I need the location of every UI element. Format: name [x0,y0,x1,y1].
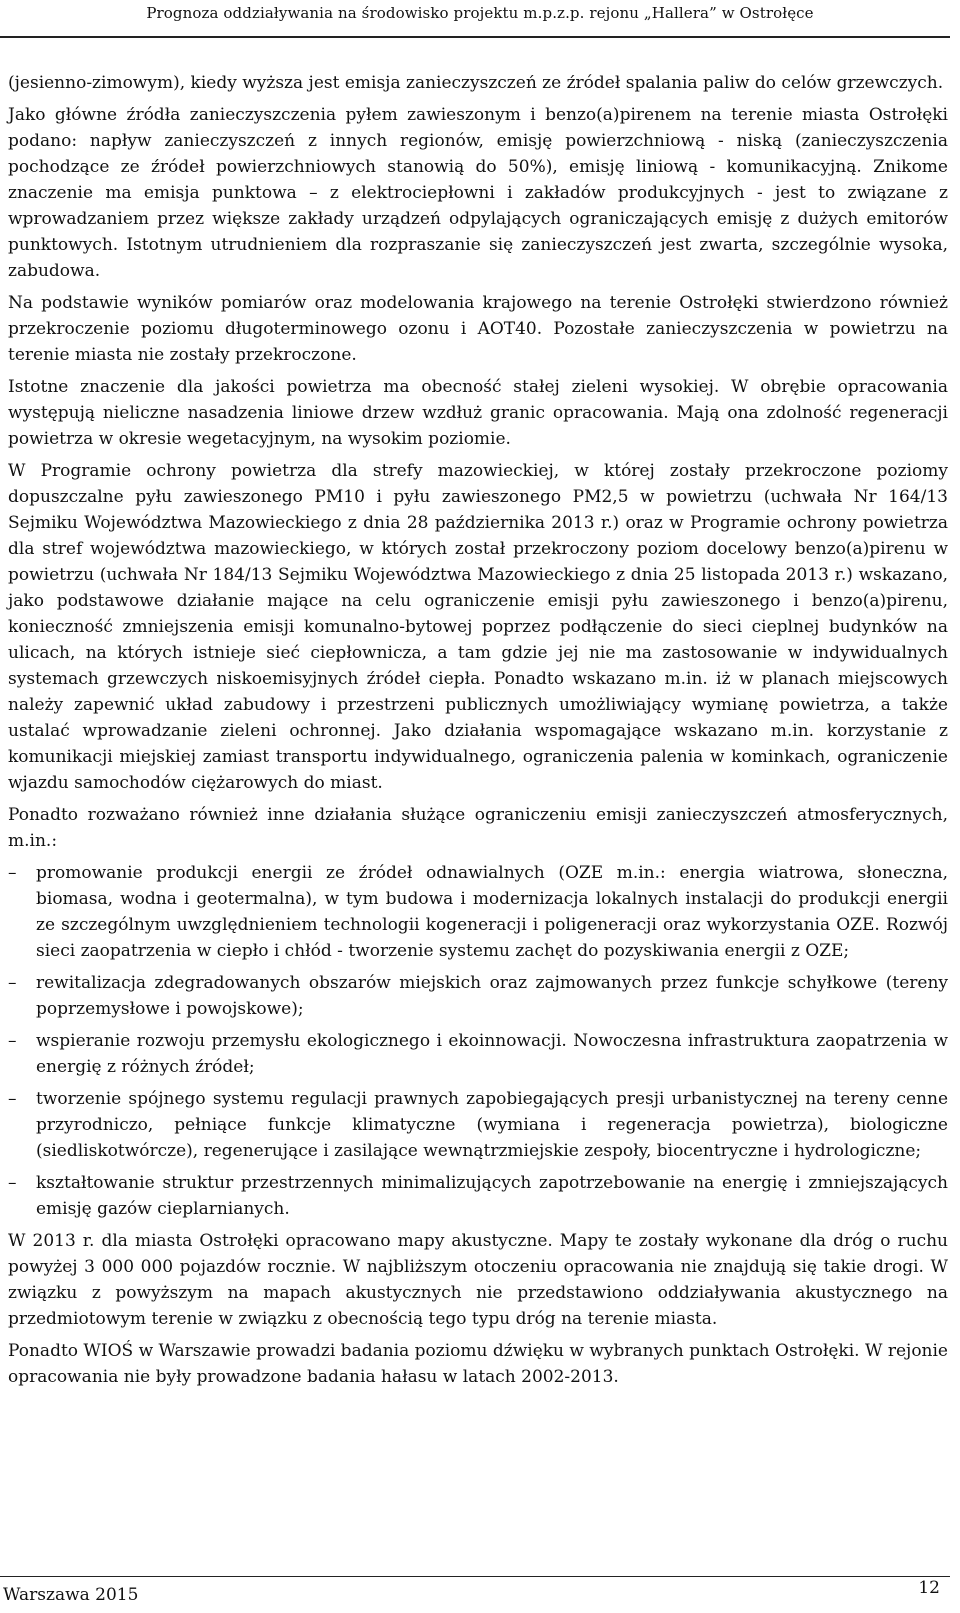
document-body [8,70,948,1396]
list-item-text: kształtowanie struktur przestrzennych minimalizujących zapotrzebowanie na energię i zmniejszających emisję gazów cieplarnianych. [36,1173,948,1219]
header-divider [0,36,950,38]
list-item-text: tworzenie spójnego systemu regulacji prawnych zapobiegających presji urbanistycznej na tereny cenne przyrodniczo, pełniące funkcje klimatyczne (wymiana i regeneracja powietrza), biologiczne (siedliskotwórcze), regenerujące i zasilające wewnątrzmiejskie zespoły, biocentryczne i hydrologiczne; [36,1089,948,1161]
list-item-text: promowanie produkcji energii ze źródeł odnawialnych (OZE m.in.: energia wiatrowa, słoneczna, biomasa, wodna i geotermalna), w tym budowa i modernizacja lokalnych instalacji do produkcji energii ze szczególnym uwzględnieniem technologii kogeneracji i poligeneracji oraz wykorzystania OZE. Rozwój sieci zaopatrzenia w ciepło i chłód - tworzenie systemu zachęt do pozyskiwania energii z OZE; [36,863,948,961]
list-item [8,1170,948,1222]
footer-divider [0,1576,950,1577]
list-item [8,860,948,964]
measures-list [8,860,948,1222]
paragraph: Ponadto rozważano również inne działania służące ograniczeniu emisji zanieczyszczeń atmosferycznych, m.in.: [8,805,948,851]
list-item [8,1028,948,1080]
page-header: Prognoza oddziaływania na środowisko projektu m.p.z.p. rejonu „Hallera” w Ostrołęce [146,4,814,22]
dash-bullet-icon: – [8,1173,17,1193]
page-number: 12 [918,1578,940,1598]
dash-bullet-icon: – [8,1031,17,1051]
list-item-text: rewitalizacja zdegradowanych obszarów miejskich oraz zajmowanych przez funkcje schyłkowe (tereny poprzemysłowe i powojskowe); [36,973,948,1019]
dash-bullet-icon: – [8,973,17,993]
paragraph: W 2013 r. dla miasta Ostrołęki opracowano mapy akustyczne. Mapy te zostały wykonane dla dróg o ruchu powyżej 3 000 000 pojazdów rocznie. W najbliższym otoczeniu opracowania nie znajdują się takie drogi. W związku z powyższym na mapach akustycznych nie przedstawiono oddziaływania akustycznego na przedmiotowym terenie w związku z obecnością tego typu dróg na terenie miasta. [8,1231,948,1329]
paragraph: Na podstawie wyników pomiarów oraz modelowania krajowego na terenie Ostrołęki stwierdzono również przekroczenie poziomu długoterminowego ozonu i AOT40. Pozostałe zanieczyszczenia w powietrzu na terenie miasta nie zostały przekroczone. [8,293,948,365]
paragraph: W Programie ochrony powietrza dla strefy mazowieckiej, w której zostały przekroczone poziomy dopuszczalne pyłu zawieszonego PM10 i pyłu zawieszonego PM2,5 w powietrzu (uchwała Nr 164/13 Sejmiku Województwa Mazowieckiego z dnia 28 października 2013 r.) oraz w Programie ochrony powietrza dla stref województwa mazowieckiego, w których został przekroczony poziom docelowy benzo(a)pirenu w powietrzu (uchwała Nr 184/13 Sejmiku Województwa Mazowieckiego z dnia 25 listopada 2013 r.) wskazano, jako podstawowe działanie mające na celu ograniczenie emisji pyłu zawieszonego i benzo(a)pirenu, konieczność zmniejszenia emisji komunalno-bytowej poprzez podłączenie do sieci cieplnej budynków na ulicach, na których istnieje sieć ciepłownicza, a tam gdzie jej nie ma zastosowanie w indywidualnych systemach grzewczych niskoemisyjnych źródeł ciepła. Ponadto wskazano m.in. iż w planach miejscowych należy zapewnić układ zabudowy i przestrzeni publicznych umożliwiający wymianę powietrza, a także ustalać wprowadzanie zieleni ochronnej. Jako działania wspomagające wskazano m.in. korzystanie z komunikacji miejskiej zamiast transportu indywidualnego, ograniczenia palenia w kominkach, ograniczenie wjazdu samochodów ciężarowych do miast. [8,461,948,793]
list-item [8,970,948,1022]
dash-bullet-icon: – [8,1089,17,1109]
footer-place-date: Warszawa 2015 [3,1585,139,1605]
paragraph: Jako główne źródła zanieczyszczenia pyłem zawieszonym i benzo(a)pirenem na terenie miasta Ostrołęki podano: napływ zanieczyszczeń z innych regionów, emisję powierzchniową - niską (zanieczyszczenia pochodzące ze źródeł powierzchniowych stanowią do 50%), emisję liniową - komunikacyjną. Znikome znaczenie ma emisja punktowa – z elektrociepłowni i zakładów produkcyjnych - jest to związane z wprowadzaniem przez większe zakłady urządzeń odpylających ograniczających emisję z dużych emitorów punktowych. Istotnym utrudnieniem dla rozpraszanie się zanieczyszczeń jest zwarta, szczególnie wysoka, zabudowa. [8,105,948,281]
paragraph: (jesienno-zimowym), kiedy wyższa jest emisja zanieczyszczeń ze źródeł spalania paliw do celów grzewczych. [8,73,944,93]
paragraph: Ponadto WIOŚ w Warszawie prowadzi badania poziomu dźwięku w wybranych punktach Ostrołęki. W rejonie opracowania nie były prowadzone badania hałasu w latach 2002-2013. [8,1341,948,1387]
list-item-text: wspieranie rozwoju przemysłu ekologicznego i ekoinnowacji. Nowoczesna infrastruktura zaopatrzenia w energię z różnych źródeł; [36,1031,948,1077]
paragraph: Istotne znaczenie dla jakości powietrza ma obecność stałej zieleni wysokiej. W obrębie opracowania występują nieliczne nasadzenia liniowe drzew wzdłuż granic opracowania. Mają ona zdolność regeneracji powietrza w okresie wegetacyjnym, na wysokim poziomie. [8,377,948,449]
dash-bullet-icon: – [8,863,17,883]
list-item [8,1086,948,1164]
